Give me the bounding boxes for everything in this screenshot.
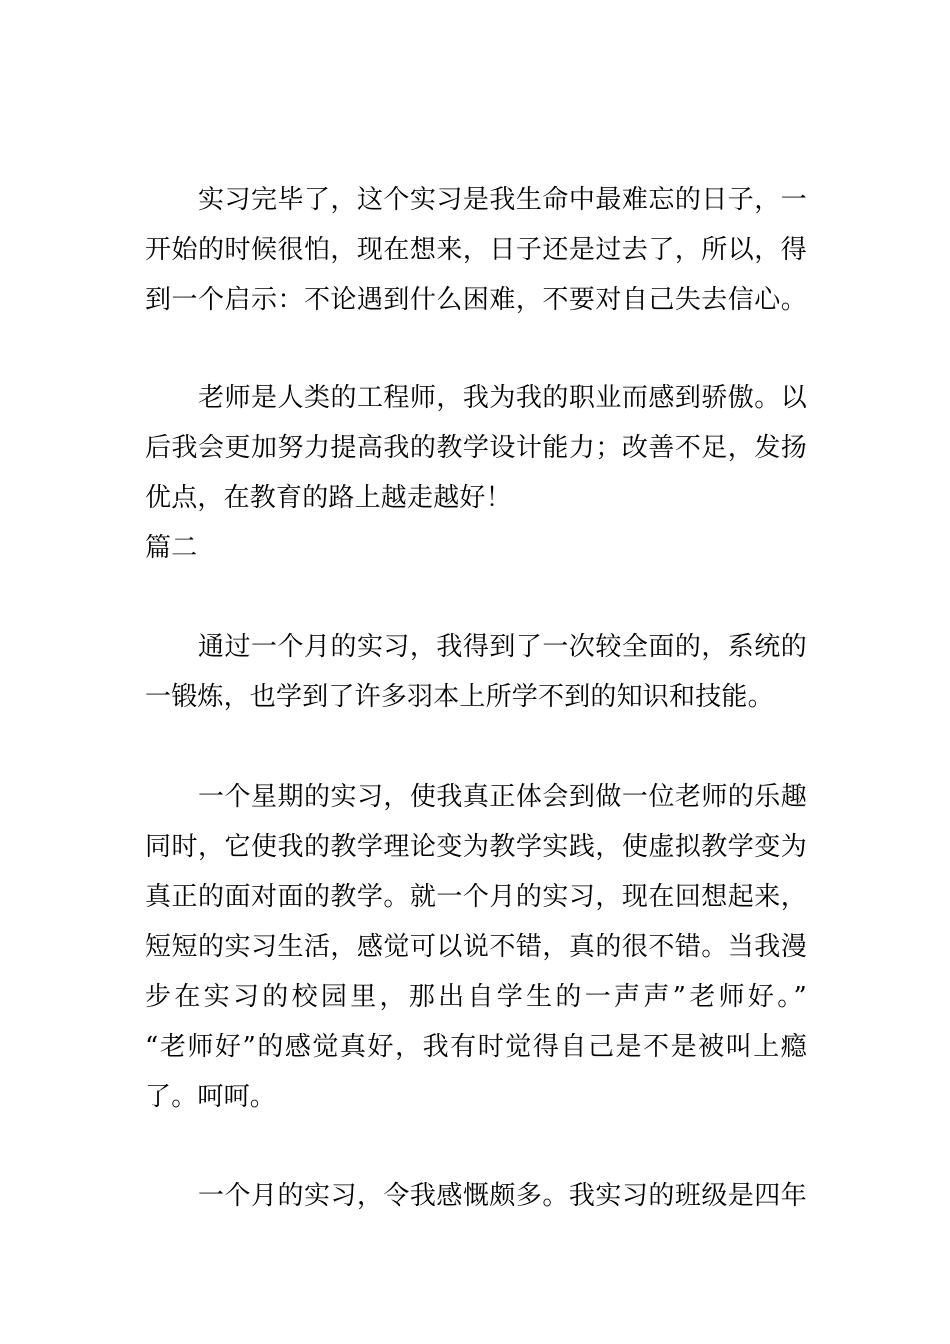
paragraph-4-line-2: 同时，它使我的教学理论变为教学实践，使虚拟教学变为 xyxy=(145,832,807,862)
paragraph-3-line-1: 通过一个月的实习，我得到了一次较全面的，系统的 xyxy=(198,632,807,662)
paragraph-5-line-1: 一个月的实习，令我感慨颇多。我实习的班级是四年 xyxy=(198,1181,807,1211)
paragraph-2-line-1: 老师是人类的工程师，我为我的职业而感到骄傲。以 xyxy=(198,383,807,413)
paragraph-1-line-1: 实习完毕了，这个实习是我生命中最难忘的日子，一 xyxy=(198,185,807,215)
paragraph-4-line-1: 一个星期的实习，使我真正体会到做一位老师的乐趣 xyxy=(198,782,807,812)
paragraph-3-line-2: 一锻炼，也学到了许多羽本上所学不到的知识和技能。 xyxy=(145,682,774,712)
paragraph-4-line-6: “老师好”的感觉真好，我有时觉得自己是不是被叫上瘾 xyxy=(145,1032,807,1062)
paragraph-4-line-4: 短短的实习生活，感觉可以说不错，真的很不错。当我漫 xyxy=(145,932,807,962)
paragraph-2-line-3: 优点，在教育的路上越走越好！ xyxy=(145,483,512,513)
section-heading: 篇二 xyxy=(145,533,198,563)
paragraph-4-line-5: 步在实习的校园里，那出自学生的一声声”老师好。” xyxy=(145,982,807,1012)
paragraph-1-line-3: 到一个启示：不论遇到什么困难，不要对自己失去信心。 xyxy=(145,285,807,315)
paragraph-4-line-7: 了。呵呵。 xyxy=(145,1082,277,1112)
paragraph-4-line-3: 真正的面对面的教学。就一个月的实习，现在回想起来， xyxy=(145,882,807,912)
paragraph-2-line-2: 后我会更加努力提高我的教学设计能力；改善不足，发扬 xyxy=(145,433,807,463)
paragraph-1-line-2: 开始的时候很怕，现在想来，日子还是过去了，所以，得 xyxy=(145,235,807,265)
